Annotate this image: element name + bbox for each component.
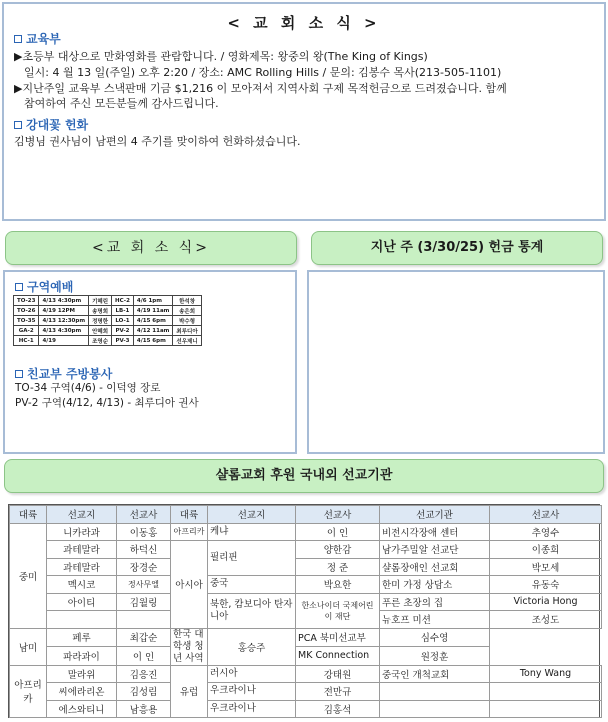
mission-country: 아이티 [47, 593, 117, 611]
square-bullet-icon [14, 121, 22, 129]
missionary-name: 이동홍 [117, 523, 171, 541]
mission-country: 우크라이나 [208, 700, 296, 718]
schedule-cell: 4/15 6pm [133, 336, 173, 346]
kitchen-line-1: TO-34 구역(4/6) - 이덕영 장로 [15, 382, 161, 394]
missionary-name: 유동숙 [490, 576, 602, 594]
schedule-cell: 4/13 4:30pm [39, 296, 89, 306]
mission-country [47, 611, 117, 629]
missionary-name: 추영수 [490, 523, 602, 541]
missionary-name [117, 611, 171, 629]
mission-country: 러시아 [208, 665, 296, 683]
missionary-name: 한소나이더 국제어린이 재단 [296, 593, 380, 628]
mission-organization: 비전시각장애 센터 [380, 523, 490, 541]
column-header: 선교지 [47, 506, 117, 524]
column-header: 선교기관 [380, 506, 490, 524]
schedule-cell: 선우제니 [173, 336, 201, 346]
schedule-cell: TO-23 [14, 296, 39, 306]
column-header: 선교사 [490, 506, 602, 524]
continent-cell: 유럽 [171, 665, 208, 718]
schedule-cell: 4/13 12:30pm [39, 316, 89, 326]
schedule-cell: 정명한 [89, 316, 112, 326]
mission-country: 니카라과 [47, 523, 117, 541]
schedule-cell: 4/6 1pm [133, 296, 173, 306]
mission-organization: PCA 북미선교부 [296, 628, 380, 647]
missionary-name: 하덕신 [117, 541, 171, 559]
schedule-cell: 기혜린 [89, 296, 112, 306]
mission-row [10, 558, 602, 576]
mission-country: 과테말라 [47, 541, 117, 559]
missionary-name: 홍승주 [208, 628, 296, 665]
church-news-top-box [2, 2, 606, 221]
schedule-cell: PV-2 [112, 326, 134, 336]
education-line-1: ▶초등부 대상으로 만화영화를 관람합니다. / 영화제목: 왕중의 왕(The King of Kings) [14, 50, 428, 63]
schedule-row [14, 326, 202, 336]
continent-cell: 아시아 [171, 541, 208, 629]
mission-header-row [10, 506, 602, 524]
flower-line: 김병님 권사님이 남편의 4 주기를 맞이하여 헌화하셨습니다. [14, 135, 301, 148]
mission-row [10, 665, 602, 683]
church-news-box [3, 270, 297, 454]
mission-organization: MK Connection [296, 647, 380, 666]
schedule-cell: 4/13 4:30pm [39, 326, 89, 336]
offering-stats-box [307, 270, 605, 454]
schedule-cell: LO-1 [112, 316, 134, 326]
mission-organization: 한미 가정 상담소 [380, 576, 490, 594]
flower-section-title: 강대꽃 헌화 [14, 118, 88, 133]
mission-country: 파라과이 [47, 647, 117, 666]
missionary-name: Victoria Hong [490, 593, 602, 611]
schedule-cell: 송명희 [89, 306, 112, 316]
continent-cell: 아프리카 [171, 523, 208, 541]
schedule-cell: LB-1 [112, 306, 134, 316]
mission-row [10, 647, 602, 666]
mission-organization: 중국인 개척교회 [380, 665, 490, 683]
schedule-row [14, 296, 202, 306]
mission-country: 필리핀 [208, 541, 296, 576]
missionary-name: 이 인 [296, 523, 380, 541]
column-header: 대륙 [171, 506, 208, 524]
missionary-name: Tony Wang [490, 665, 602, 683]
missionary-name: 정사무엘 [117, 576, 171, 594]
schedule-cell: 박수형 [173, 316, 201, 326]
mission-organization: 뉴호프 미션 [380, 611, 490, 629]
mission-country: 중국 [208, 576, 296, 594]
mission-country: 페루 [47, 628, 117, 647]
column-header: 선교지 [208, 506, 296, 524]
schedule-cell: 4/19 [39, 336, 89, 346]
mission-country: 한국 대학생 청년 사역 [171, 628, 208, 665]
missionary-name: 김응진 [117, 665, 171, 683]
mission-country: 에스와티니 [47, 700, 117, 718]
mission-row [10, 541, 602, 559]
schedule-cell: GA-2 [14, 326, 39, 336]
mission-row [10, 593, 602, 611]
cell-worship-schedule [13, 295, 202, 346]
mission-organization [380, 683, 490, 701]
schedule-cell: HC-2 [112, 296, 134, 306]
schedule-cell: 4/12 11am [133, 326, 173, 336]
mission-country: 북한, 캄보디아 탄자니아 [208, 593, 296, 628]
schedule-cell: 4/15 6pm [133, 316, 173, 326]
missionary-name: 김월링 [117, 593, 171, 611]
mission-organization: 남가주밀알 선교단 [380, 541, 490, 559]
mission-row [10, 523, 602, 541]
square-bullet-icon [14, 35, 22, 43]
education-line-2: 일시: 4 월 13 일(주일) 오후 2:20 / 장소: AMC Rolling Hills / 문의: 김봉수 목사(213-505-1101) [24, 66, 502, 79]
missionary-name: 원정훈 [380, 647, 490, 666]
mission-organization: 샬롬장애인 선교회 [380, 558, 490, 576]
mission-table-box [8, 504, 600, 718]
page-title: < 교 회 소 식 > [227, 14, 381, 32]
continent-cell: 아프리카 [10, 665, 47, 718]
missionary-name: 정 준 [296, 558, 380, 576]
missionary-name: 장경순 [117, 558, 171, 576]
missionary-name: 강태원 [296, 665, 380, 683]
missionary-name: 최갑순 [117, 628, 171, 647]
missionary-name: 박요한 [296, 576, 380, 594]
column-header: 선교사 [117, 506, 171, 524]
missionary-name: 김성림 [117, 683, 171, 701]
mission-country: 과테말라 [47, 558, 117, 576]
missionary-name: 박모세 [490, 558, 602, 576]
schedule-cell: 송은희 [173, 306, 201, 316]
offering-stats-header: 지난 주 (3/30/25) 헌금 통계 [311, 231, 603, 265]
missionary-name: 남흥용 [117, 700, 171, 718]
schedule-cell: TO-26 [14, 306, 39, 316]
mission-organization: 푸른 초장의 집 [380, 593, 490, 611]
mission-row [10, 700, 602, 718]
schedule-row [14, 336, 202, 346]
mission-country: 우크라이나 [208, 683, 296, 701]
missionary-name [490, 700, 602, 718]
missionary-name: 전만규 [296, 683, 380, 701]
missionary-name: 심수영 [380, 628, 490, 647]
column-header: 선교사 [296, 506, 380, 524]
kitchen-line-2: PV-2 구역(4/12, 4/13) - 최루디아 권사 [15, 397, 199, 409]
schedule-cell: 한석창 [173, 296, 201, 306]
mission-country: 씨에라리온 [47, 683, 117, 701]
mission-row [10, 628, 602, 647]
schedule-row [14, 316, 202, 326]
missionary-name: 양한감 [296, 541, 380, 559]
missionary-name: 김홍석 [296, 700, 380, 718]
mission-row [10, 576, 602, 594]
schedule-cell: 최루디아 [173, 326, 201, 336]
mission-header: 샬롬교회 후원 국내외 선교기관 [4, 459, 604, 493]
cell-worship-title: 구역예배 [15, 278, 73, 295]
education-line-4: 참여하여 주신 모든분들께 감사드립니다. [24, 97, 219, 110]
church-news-header: <교 회 소 식> [5, 231, 297, 265]
schedule-cell: 안혜희 [89, 326, 112, 336]
schedule-cell: 4/19 12PM [39, 306, 89, 316]
mission-country: 케냐 [208, 523, 296, 541]
schedule-cell: HC-1 [14, 336, 39, 346]
schedule-cell: TO-35 [14, 316, 39, 326]
column-header: 대륙 [10, 506, 47, 524]
square-bullet-icon [15, 370, 23, 378]
continent-cell: 중미 [10, 523, 47, 628]
schedule-cell: PV-3 [112, 336, 134, 346]
mission-organization [380, 700, 490, 718]
education-section-title: 교육부 [14, 32, 61, 47]
continent-cell: 남미 [10, 628, 47, 665]
missionary-name: 이 인 [117, 647, 171, 666]
missionary-name: 조성도 [490, 611, 602, 629]
missionary-name: 이종희 [490, 541, 602, 559]
schedule-cell: 조영순 [89, 336, 112, 346]
mission-row [10, 683, 602, 701]
mission-country: 말라위 [47, 665, 117, 683]
mission-country: 멕시코 [47, 576, 117, 594]
kitchen-title: 친교부 주방봉사 [15, 365, 112, 382]
schedule-cell: 4/19 11am [133, 306, 173, 316]
missionary-name [490, 683, 602, 701]
schedule-row [14, 306, 202, 316]
education-line-3: ▶지난주일 교육부 스낵판매 기금 $1,216 이 모아져서 지역사회 구제 목적헌금으로 드려졌습니다. 함께 [14, 82, 507, 95]
mission-table [9, 505, 602, 718]
square-bullet-icon [15, 283, 23, 291]
